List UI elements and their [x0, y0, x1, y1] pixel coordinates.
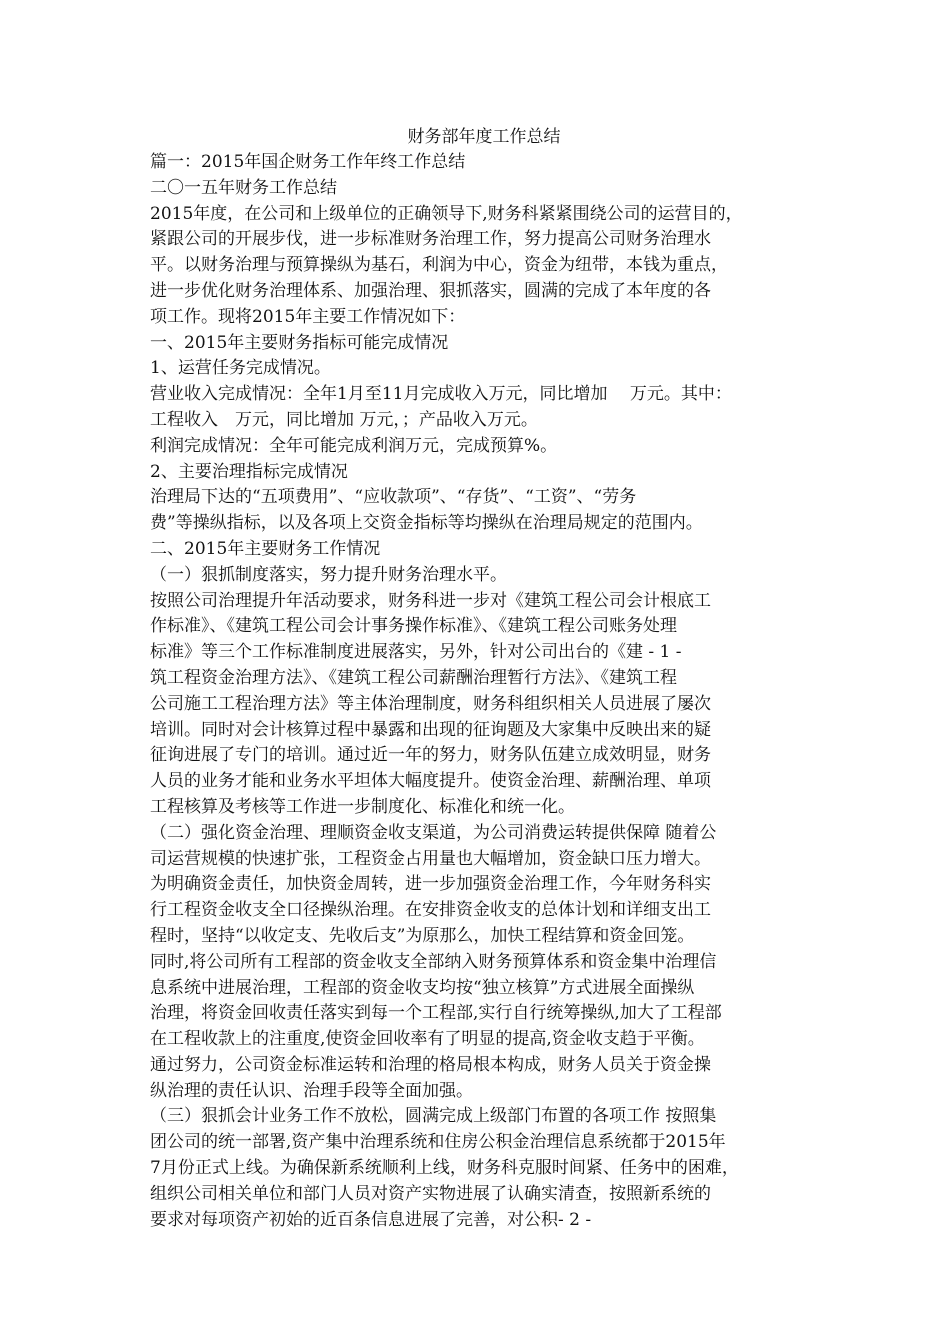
text-line: 作标准》、《建筑工程公司会计事务操作标准》、《建筑工程公司账务处理: [150, 616, 677, 637]
text-line: 项工作。现将2015年主要工作情况如下：: [150, 306, 466, 327]
text-line: 息系统中进展治理，工程部的资金收支均按“独立核算”方式进展全面操纵: [150, 977, 695, 998]
text-line: 工程收入 万元，同比增加 万元，；产品收入万元。: [150, 409, 538, 430]
text-line: 2015年度，在公司和上级单位的正确领导下,财务科紧紧围绕公司的运营目的，: [150, 203, 743, 224]
text-line: 治理，将资金回收责任落实到每一个工程部,实行自行统筹操纵,加大了工程部: [150, 1003, 722, 1024]
text-line: 标准》等三个工作标准制度进展落实，另外，针对公司出台的《建 - 1 -: [150, 642, 682, 663]
text-line: 治理局下达的“五项费用”、“应收款项”、“存货”、“工资”、“劳务: [150, 487, 637, 508]
text-line: 2、主要治理指标完成情况: [150, 461, 348, 482]
text-line: 进一步优化财务治理体系、加强治理、狠抓落实，圆满的完成了本年度的各: [150, 280, 711, 301]
text-line: 1、运营任务完成情况。: [150, 358, 331, 379]
text-line: 在工程收款上的注重度,使资金回收率有了明显的提高,资金收支趋于平衡。: [150, 1029, 705, 1050]
text-line: 行工程资金收支全口径操纵治理。在安排资金收支的总体计划和详细支出工: [150, 900, 711, 921]
text-line: 费”等操纵指标，以及各项上交资金指标等均操纵在治理局规定的范围内。: [150, 513, 703, 534]
text-line: （二）强化资金治理、理顺资金收支渠道，为公司消费运转提供保障 随着公: [150, 822, 717, 843]
text-line: 二、2015年主要财务工作情况: [150, 538, 381, 559]
text-line: 组织公司相关单位和部门人员对资产实物进展了认确实清查，按照新系统的: [150, 1183, 711, 1204]
text-line: 营业收入完成情况：全年1月至11月完成收入万元，同比增加 万元。其中：: [150, 384, 732, 405]
text-line: 培训。同时对会计核算过程中暴露和出现的征询题及大家集中反映出来的疑: [150, 719, 711, 740]
text-line: 纵治理的责任认识、治理手段等全面加强。: [150, 1080, 473, 1101]
document-title: 财务部年度工作总结: [407, 127, 561, 147]
text-line: 为明确资金责任，加快资金周转，进一步加强资金治理工作，今年财务科实: [150, 874, 711, 895]
text-line: 筑工程资金治理方法》、《建筑工程公司薪酬治理暂行方法》、《建筑工程: [150, 667, 677, 688]
text-line: 司运营规模的快速扩张，工程资金占用量也大幅增加，资金缺口压力增大。: [150, 848, 711, 869]
text-line: 要求对每项资产初始的近百条信息进展了完善，对公积- 2 -: [150, 1209, 592, 1230]
text-line: 一、2015年主要财务指标可能完成情况: [150, 332, 449, 353]
text-line: 篇一：2015年国企财务工作年终工作总结: [150, 152, 466, 172]
text-line: 同时,将公司所有工程部的资金收支全部纳入财务预算体系和资金集中治理信: [150, 951, 717, 972]
text-line: 紧跟公司的开展步伐，进一步标准财务治理工作，努力提高公司财务治理水: [150, 229, 711, 250]
text-line: 通过努力，公司资金标准运转和治理的格局根本构成，财务人员关于资金操: [150, 1054, 711, 1075]
text-line: 利润完成情况：全年可能完成利润万元，完成预算%。: [150, 435, 558, 456]
text-line: 程时，坚持“以收定支、先收后支”为原那么，加快工程结算和资金回笼。: [150, 925, 695, 946]
text-line: 7月份正式上线。为确保新系统顺利上线，财务科克服时间紧、任务中的困难，: [150, 1158, 739, 1179]
text-line: 二〇一五年财务工作总结: [150, 177, 337, 198]
text-line: 人员的业务才能和业务水平坦体大幅度提升。使资金治理、薪酬治理、单项: [150, 771, 711, 792]
text-line: 公司施工工程治理方法》等主体治理制度，财务科组织相关人员进展了屡次: [150, 693, 711, 714]
text-line: 按照公司治理提升年活动要求，财务科进一步对《建筑工程公司会计根底工: [150, 590, 711, 611]
text-line: 团公司的统一部署,资产集中治理系统和住房公积金治理信息系统都于2015年: [150, 1132, 726, 1153]
text-line: 工程核算及考核等工作进一步制度化、标准化和统一化。: [150, 796, 575, 817]
document-page: [150, 124, 818, 1233]
text-line: （三）狠抓会计业务工作不放松，圆满完成上级部门布置的各项工作 按照集: [150, 1106, 717, 1127]
text-line: （一）狠抓制度落实，努力提升财务治理水平。: [150, 564, 507, 585]
text-line: 征询进展了专门的培训。通过近一年的努力，财务队伍建立成效明显，财务: [150, 745, 711, 766]
text-line: 平。以财务治理与预算操纵为基石，利润为中心，资金为纽带，本钱为重点，: [150, 255, 728, 276]
